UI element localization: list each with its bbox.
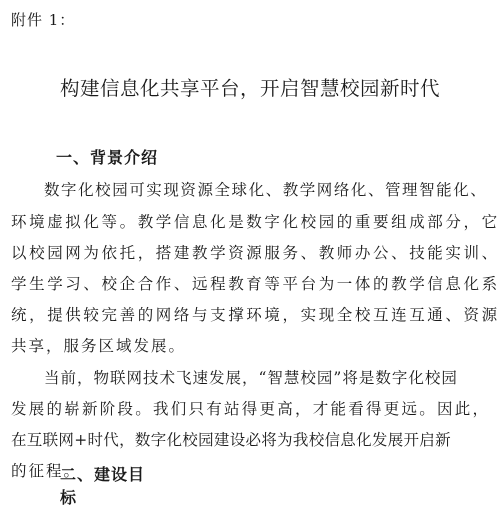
section-heading-cutoff bbox=[60, 465, 150, 507]
paragraph-line: 环境虚拟化等。教学信息化是数字化校园的重要组成部分，它 bbox=[11, 213, 500, 231]
paragraph-line: 的征程。 bbox=[11, 462, 82, 480]
section-heading-goals: 二、建设目标 bbox=[60, 465, 146, 507]
section-heading-background: 一、背景介绍 bbox=[56, 148, 159, 167]
document-title: 构建信息化共享平台，开启智慧校园新时代 bbox=[59, 77, 440, 100]
paragraph-line: 在互联网+时代，数字化校园建设必将为我校信息化发展开启新 bbox=[11, 431, 451, 449]
paragraph-line: 当前，物联网技术飞速发展，“智慧校园”将是数字化校园 bbox=[44, 369, 458, 387]
paragraph-line: 学生学习、校企合作、远程教育等平台为一体的教学信息化系 bbox=[11, 275, 500, 293]
attachment-label: 附件 1： bbox=[11, 11, 76, 29]
paragraph-line: 发展的崭新阶段。我们只有站得更高，才能看得更远。因此， bbox=[11, 400, 491, 418]
paragraph-line: 统，提供较完善的网络与支撑环境，实现全校互连互通、资源 bbox=[11, 306, 500, 324]
paragraph-line: 以校园网为依托，搭建教学资源服务、教师办公、技能实训、 bbox=[11, 244, 500, 262]
paragraph-line: 共享，服务区域发展。 bbox=[11, 337, 187, 355]
paragraph-line: 数字化校园可实现资源全球化、教学网络化、管理智能化、 bbox=[44, 181, 488, 199]
